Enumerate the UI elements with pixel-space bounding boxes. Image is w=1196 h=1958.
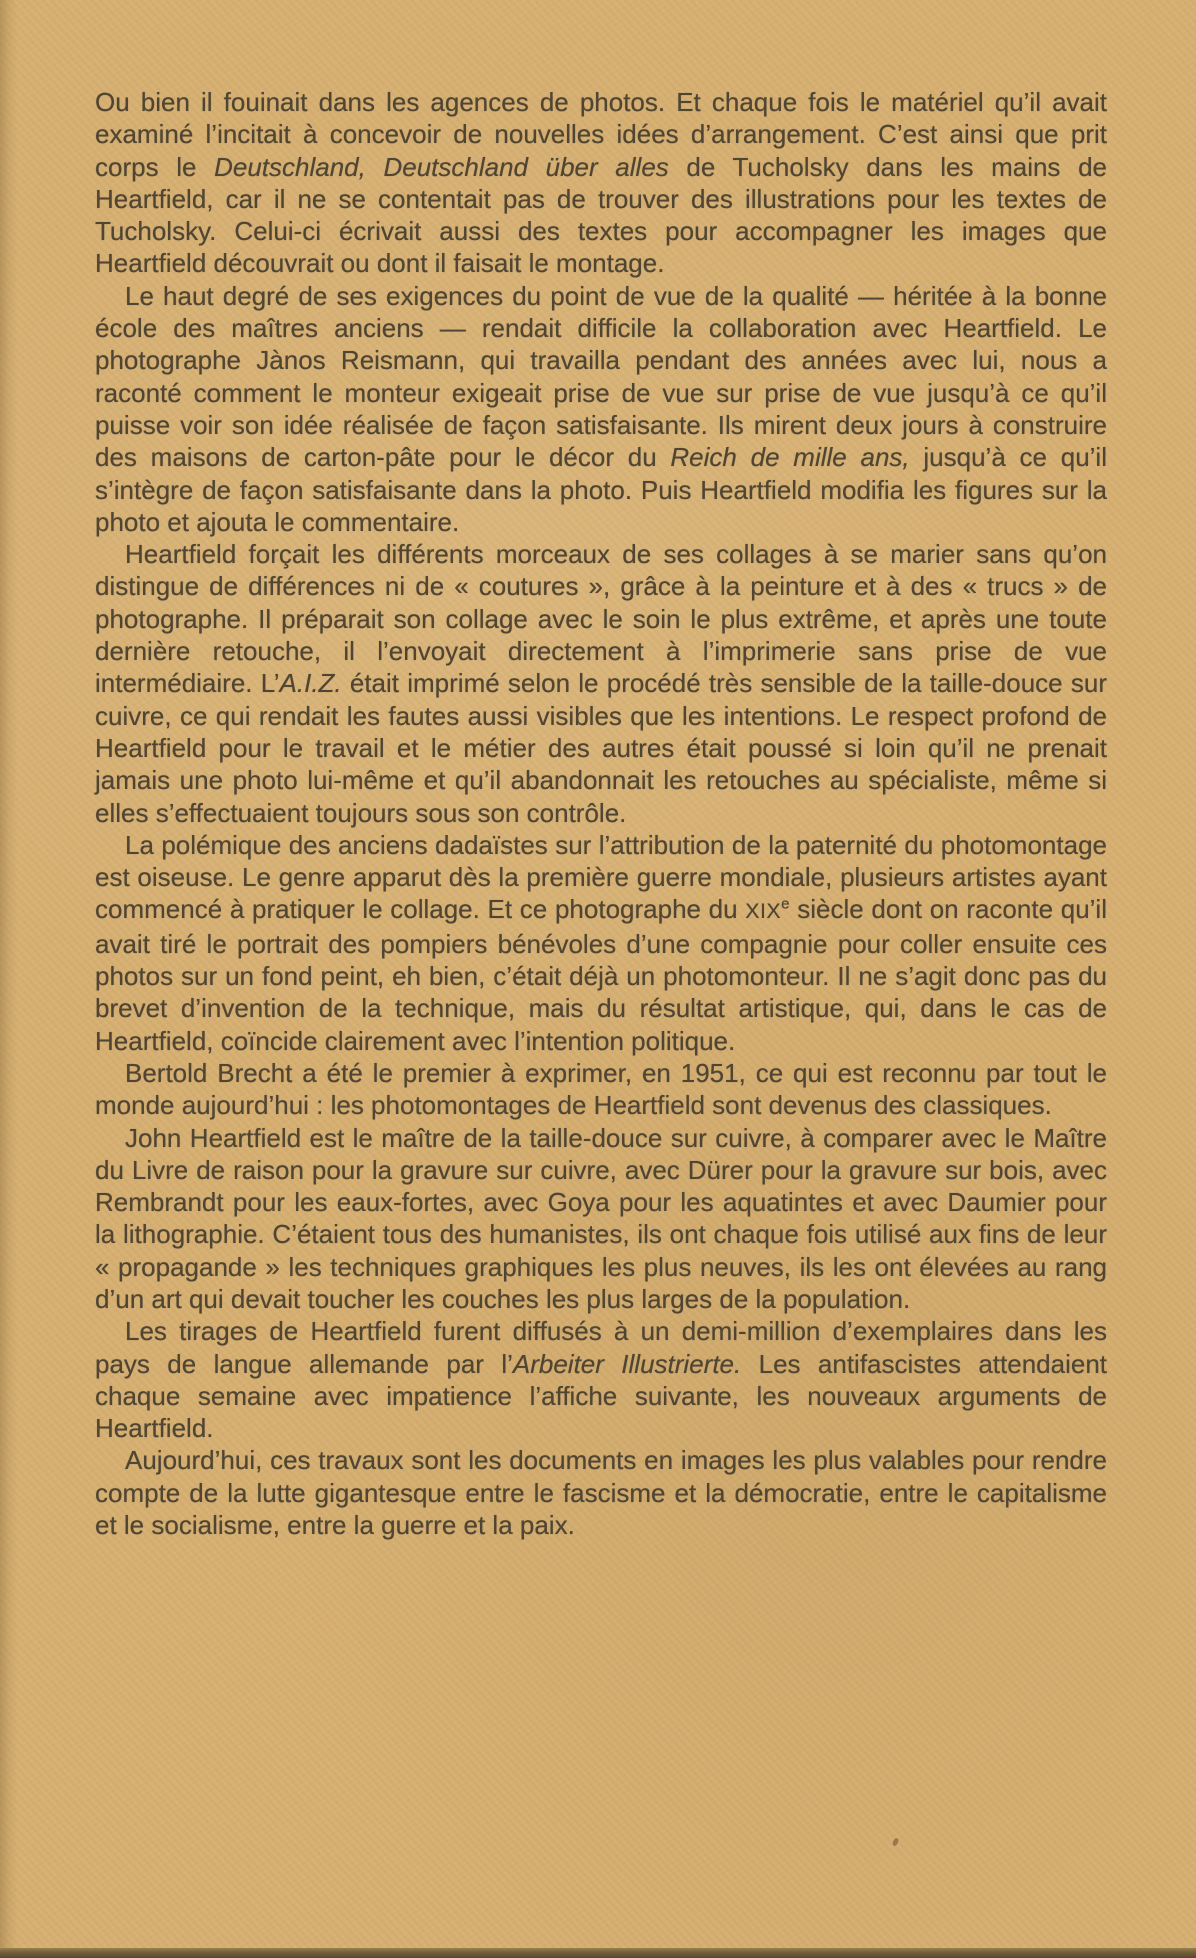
text-run: était imprimé selon le procédé très sensible de la taille-douce sur cuivre, ce qui rendait les fautes aussi visibles que les intentions. Le respect profond de Heartfield pour le travail et le métier des autres était poussé si loin qu’il ne prenait jamais une photo lui-même et qu’il abandonnait les retouches au spécialiste, même si elles s’effectuaient toujours sous son contrôle. bbox=[95, 668, 1107, 828]
paragraph bbox=[95, 538, 1107, 829]
text-run: Arbeiter Illustrierte. bbox=[512, 1348, 742, 1379]
text-run: Les antifascistes attendaient chaque semaine avec impatience l’affiche suivante, les nouveaux arguments de Heartfield. bbox=[95, 1348, 1108, 1444]
text-run: Aujourd’hui, ces travaux sont les documents en images les plus valables pour rendre compte de la lutte gigantesque entre le fascisme et la démocratie, entre le capitalisme et le socialisme, entre la guerre et la paix. bbox=[95, 1445, 1107, 1541]
paragraph bbox=[95, 86, 1107, 280]
text-run: Le haut degré de ses exigences du point de vue de la qualité — héritée à la bonne école des maîtres anciens — rendait difficile la collaboration avec Heartfield. Le photographe Jànos Reismann, qui travailla pendant des années avec lui, nous a raconté comment le monteur exigeait prise de vue sur prise de vue jusqu’à ce qu’il puisse voir son idée réalisée de façon satisfaisante. Ils mirent deux jours à construire des maisons de carton-pâte pour le décor du bbox=[95, 280, 1107, 473]
paragraph bbox=[95, 1122, 1107, 1316]
paragraph bbox=[95, 1444, 1107, 1541]
paragraph bbox=[95, 829, 1107, 1057]
text-run: John Heartfield est le maître de la taille-douce sur cuivre, à comparer avec le Maître du Livre de raison pour la gravure sur cuivre, avec Dürer pour la gravure sur bois, avec Rembrandt pour les eaux-fortes, avec Goya pour les aquatintes et avec Daumier pour la lithographie. C’étaient tous des humanistes, ils ont chaque fois utilisé aux fins de leur « propagande » les techniques graphiques les plus neuves, ils les ont élevées au rang d’un art qui devait toucher les couches les plus larges de la population. bbox=[95, 1122, 1107, 1314]
ink-speck bbox=[892, 1837, 899, 1846]
text-run: de Tucholsky dans les mains de Heartfield, car il ne se contentait pas de trouver des illustrations pour les textes de Tucholsky. Celui-ci écrivait aussi des textes pour accompagner les images que Heartfield découvrait ou dont il faisait le montage. bbox=[95, 151, 1107, 279]
paragraph bbox=[95, 280, 1107, 538]
text-run: Deutschland, Deutschland über alles bbox=[214, 151, 669, 182]
text-run: XIX bbox=[745, 899, 782, 924]
text-run: e bbox=[781, 895, 790, 913]
text-run: Ou bien il fouinait dans les agences de photos. Et chaque fois le matériel qu’il avait examiné l’incitait à concevoir de nouvelles idées d’arrangement. C’est ainsi que prit corps le bbox=[95, 87, 1107, 182]
paragraph bbox=[95, 1315, 1107, 1444]
text-run: jusqu’à ce qu’il s’intègre de façon satisfaisante dans la photo. Puis Heartfield modifia les figures sur la photo et ajouta le commentaire. bbox=[95, 442, 1107, 537]
text-column bbox=[95, 86, 1107, 1541]
page-left-edge-shadow bbox=[0, 0, 18, 1958]
text-run: A.I.Z. bbox=[279, 668, 342, 699]
page-bottom-edge bbox=[0, 1948, 1196, 1958]
paragraph bbox=[95, 1057, 1107, 1122]
text-run: Heartfield forçait les différents morceaux de ses collages à se marier sans qu’on distingue de différences ni de « coutures », grâce à la peinture et à des « trucs » de photographe. Il préparait son collage avec le soin le plus extrême, et après une toute dernière retouche, il l’envoyait directement à l’imprimerie sans prise de vue intermédiaire. L’ bbox=[95, 539, 1107, 699]
text-run: Bertold Brecht a été le premier à exprimer, en 1951, ce qui est reconnu par tout le monde aujourd’hui : les photomontages de Heartfield sont devenus des classiques. bbox=[95, 1057, 1107, 1121]
text-run: La polémique des anciens dadaïstes sur l’attribution de la paternité du photomontage est oiseuse. Le genre apparut dès la première guerre mondiale, plusieurs artistes ayant commencé à pratiquer le collage. Et ce photographe du bbox=[95, 829, 1107, 925]
text-run: Reich de mille ans, bbox=[670, 442, 910, 473]
text-run: siècle dont on raconte qu’il avait tiré le portrait des pompiers bénévoles d’une compagnie pour coller ensuite ces photos sur un fond peint, eh bien, c’était déjà un photomonteur. Il ne s’agit donc pas du brevet d’invention de la technique, mais du résultat artistique, qui, dans le cas de Heartfield, coïncide clairement avec l’intention politique. bbox=[95, 894, 1107, 1056]
text-run: Les tirages de Heartfield furent diffusés à un demi-million d’exemplaires dans les pays de langue allemande par l’ bbox=[95, 1316, 1107, 1379]
